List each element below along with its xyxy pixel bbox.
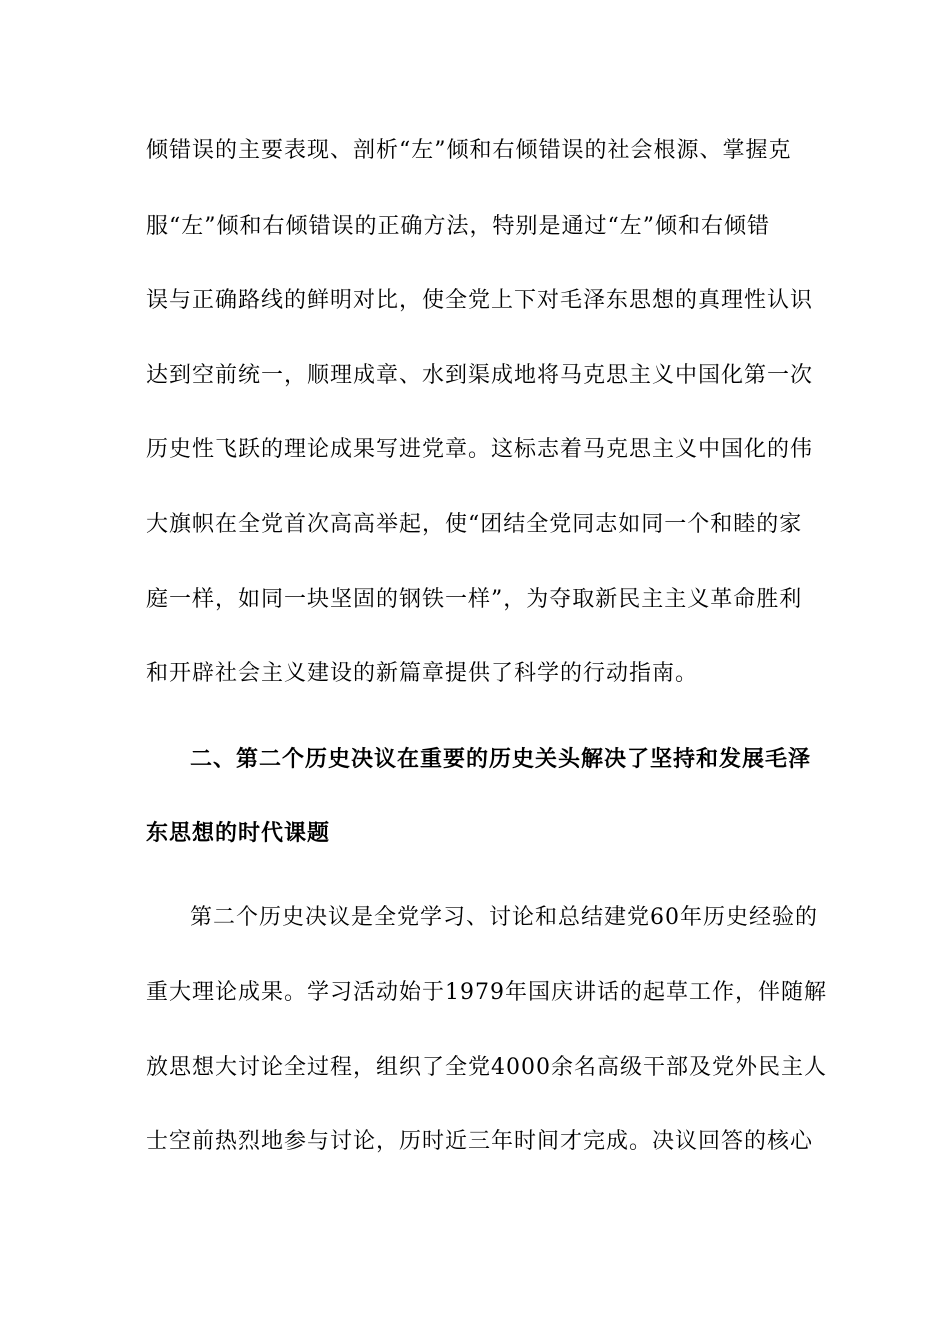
section-heading-line: 二、第二个历史决议在重要的历史关头解决了坚持和发展毛泽 <box>190 746 812 772</box>
paragraph-line: 大旗帜在全党首次高高举起，使“团结全党同志如同一个和睦的家 <box>146 512 803 537</box>
paragraph-line: 重大理论成果。学习活动始于1979年国庆讲话的起草工作，伴随解 <box>146 980 827 1005</box>
paragraph-line: 第二个历史决议是全党学习、讨论和总结建党60年历史经验的 <box>190 905 818 930</box>
paragraph-line: 放思想大讨论全过程，组织了全党4000余名高级干部及党外民主人 <box>146 1055 827 1080</box>
paragraph-line: 士空前热烈地参与讨论，历时近三年时间才完成。决议回答的核心 <box>146 1129 814 1154</box>
paragraph-line: 误与正确路线的鲜明对比，使全党上下对毛泽东思想的真理性认识 <box>146 288 814 313</box>
paragraph-line: 历史性飞跃的理论成果写进党章。这标志着马克思主义中国化的伟 <box>146 437 814 462</box>
paragraph-line: 和开辟社会主义建设的新篇章提供了科学的行动指南。 <box>146 661 699 686</box>
paragraph-line: 倾错误的主要表现、剖析“左”倾和右倾错误的社会根源、掌握克 <box>146 138 792 163</box>
paragraph-line: 达到空前统一，顺理成章、水到渠成地将马克思主义中国化第一次 <box>146 363 814 388</box>
paragraph-line: 庭一样，如同一块坚固的钢铁一样”，为夺取新民主主义革命胜利 <box>146 587 803 612</box>
section-heading-line: 东思想的时代课题 <box>146 820 331 846</box>
paragraph-line: 服“左”倾和右倾错误的正确方法，特别是通过“左”倾和右倾错 <box>146 214 770 239</box>
